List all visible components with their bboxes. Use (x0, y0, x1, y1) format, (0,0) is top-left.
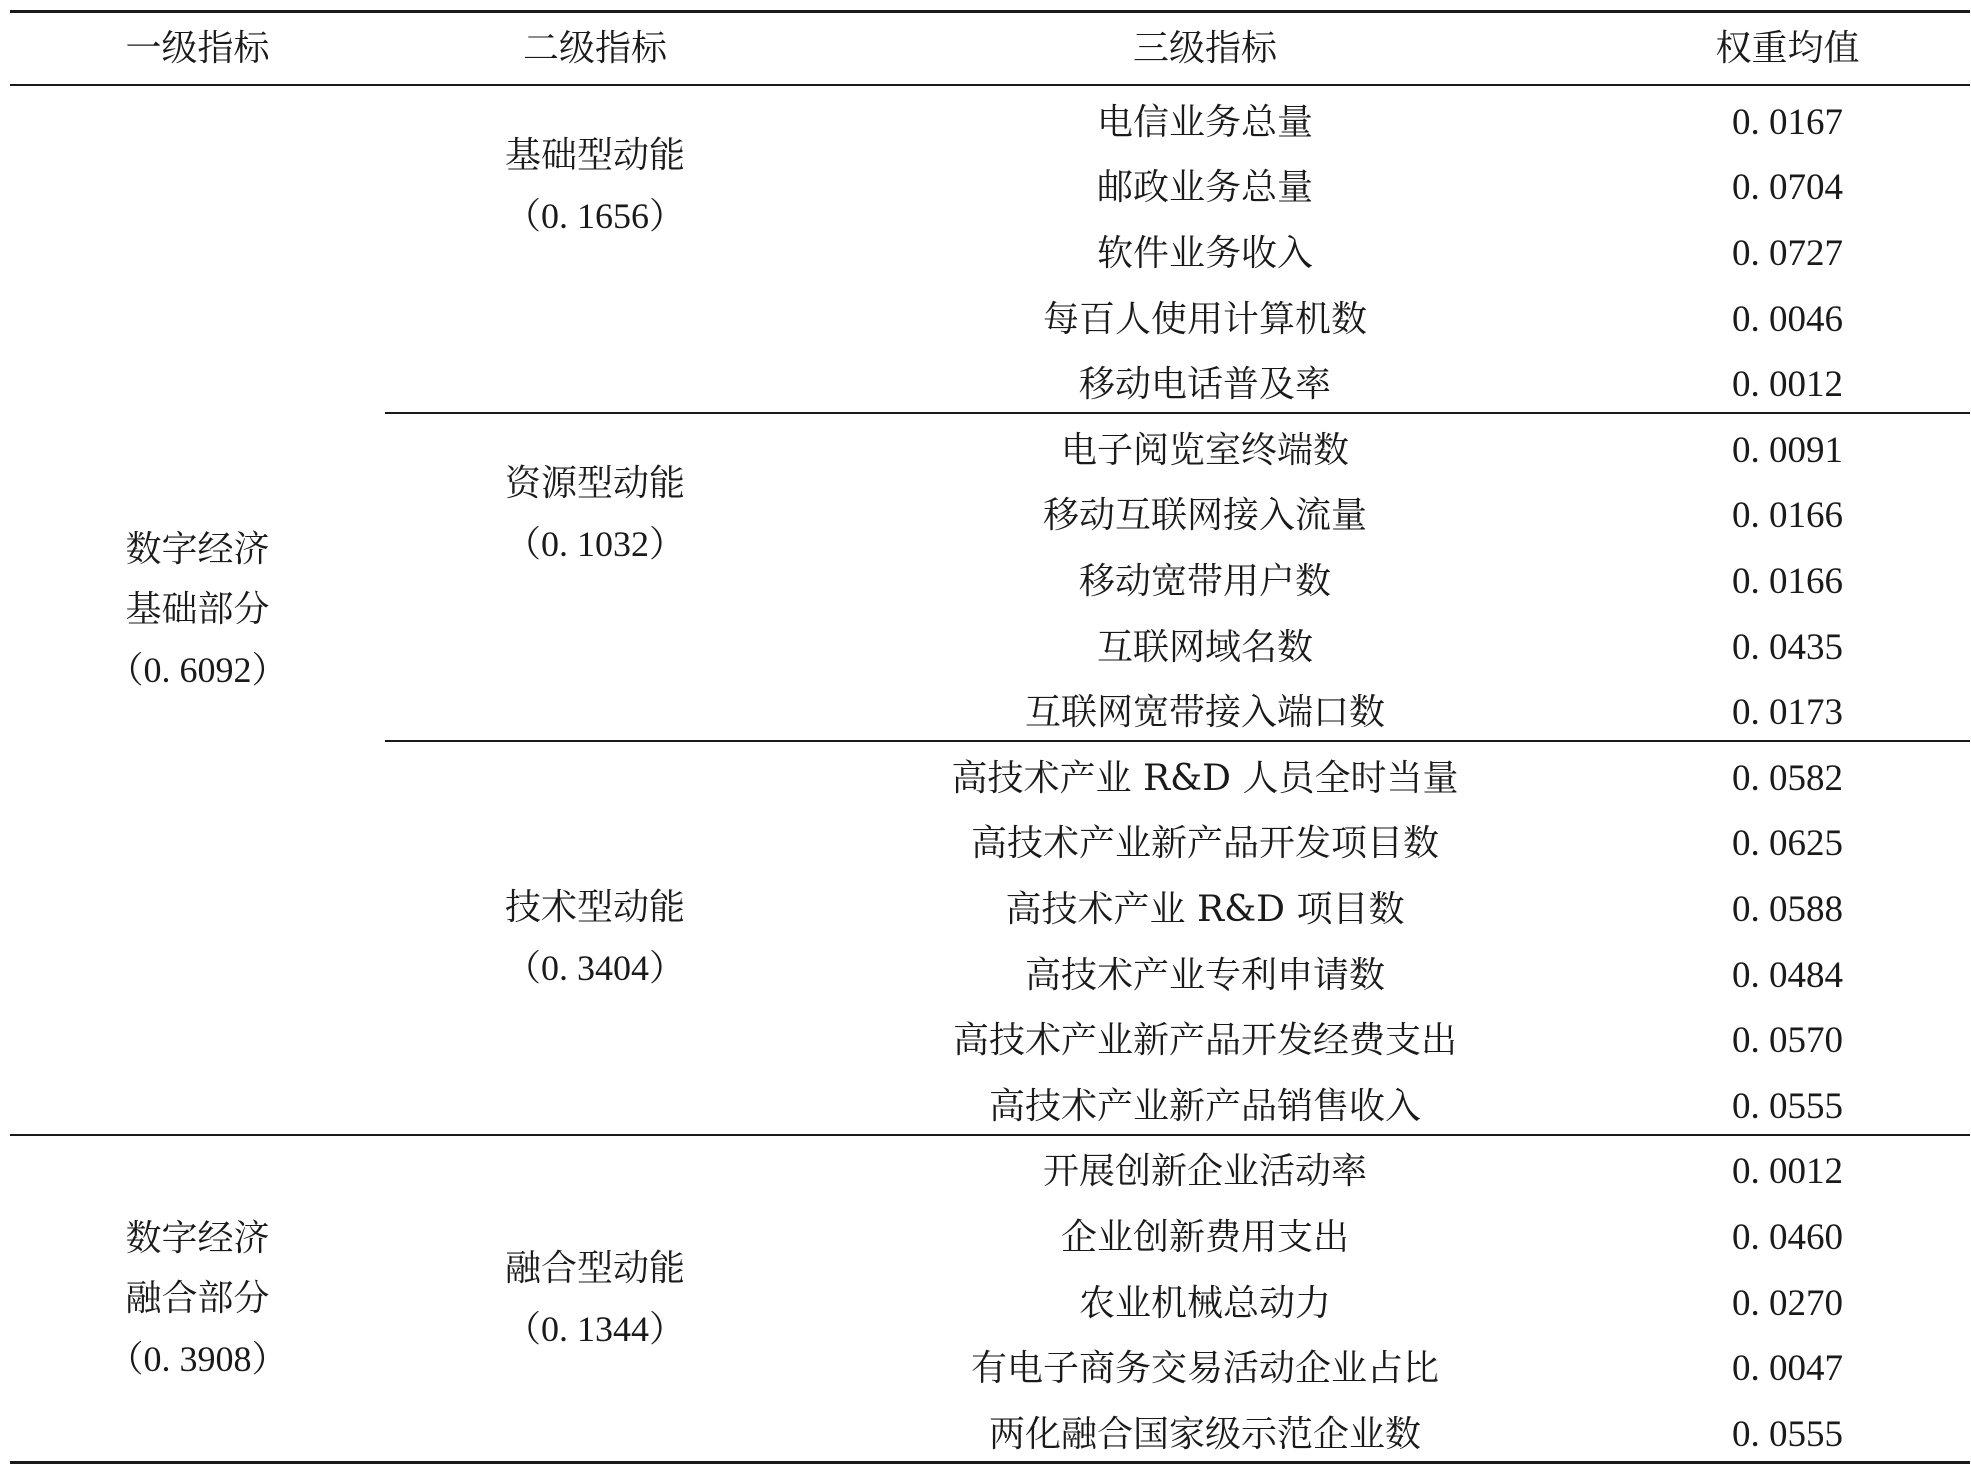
weight-cell: 0. 0166 (1732, 560, 1843, 602)
weight-cell: 0. 0435 (1732, 626, 1843, 668)
weight-cell: 0. 0727 (1732, 232, 1843, 274)
weight-cell: 0. 0555 (1732, 1413, 1843, 1455)
indicator-cell: 农业机械总动力 (1078, 1282, 1331, 1324)
level1-basic-line2: 基础部分 (125, 589, 270, 630)
weight-cell: 0. 0704 (1732, 167, 1843, 209)
top-rule (10, 10, 1970, 13)
header-level3: 三级指标 (1132, 28, 1277, 69)
indicator-cell: 开展创新企业活动率 (1042, 1151, 1367, 1193)
level1-fusion-line2: 融合部分 (125, 1277, 270, 1319)
weight-cell: 0. 0091 (1732, 429, 1843, 471)
header-weight: 权重均值 (1715, 28, 1860, 69)
weight-cell: 0. 0012 (1732, 364, 1843, 406)
level2-fusion-weight: （0. 1344） (504, 1308, 685, 1349)
indicator-cell: 互联网宽带接入端口数 (1024, 692, 1385, 734)
weight-cell: 0. 0173 (1732, 692, 1843, 734)
level2-cell-resource-momentum (385, 414, 805, 614)
level1-cell-basic (10, 86, 385, 1134)
level2-technology-weight: （0. 3404） (504, 948, 685, 988)
indicator-cell: 移动宽带用户数 (1078, 560, 1331, 602)
indicator-cell: 高技术产业新产品开发项目数 (970, 823, 1439, 865)
level2-fusion-name: 融合型动能 (504, 1247, 685, 1289)
weight-cell: 0. 0570 (1732, 1020, 1843, 1062)
indicator-weight-table (10, 10, 1970, 1465)
indicator-cell: 移动互联网接入流量 (1042, 495, 1367, 537)
level2-technology-name: 技术型动能 (504, 887, 685, 928)
header-level2: 二级指标 (522, 28, 667, 69)
weight-cell: 0. 0484 (1732, 954, 1843, 996)
weight-cell: 0. 0046 (1732, 298, 1843, 340)
indicator-cell: 移动电话普及率 (1078, 364, 1331, 406)
weight-cell: 0. 0460 (1732, 1216, 1843, 1258)
weight-cell: 0. 0588 (1732, 888, 1843, 930)
indicator-cell: 互联网域名数 (1096, 626, 1313, 668)
indicator-cell: 高技术产业专利申请数 (1024, 954, 1385, 996)
level1-fusion-line1: 数字经济 (125, 1217, 270, 1259)
indicator-cell: 高技术产业新产品销售收入 (988, 1085, 1421, 1127)
indicator-cell: 有电子商务交易活动企业占比 (970, 1348, 1439, 1390)
level2-cell-basic-momentum (385, 86, 805, 286)
indicator-cell: 企业创新费用支出 (1060, 1216, 1349, 1258)
weight-cell: 0. 0167 (1732, 101, 1843, 143)
indicator-cell: 高技术产业 R&D 项目数 (1005, 888, 1405, 930)
weight-cell: 0. 0270 (1732, 1282, 1843, 1324)
indicator-cell: 高技术产业新产品开发经费支出 (952, 1020, 1457, 1062)
level2-cell-technology-momentum (385, 742, 805, 1134)
indicator-cell: 两化融合国家级示范企业数 (988, 1413, 1421, 1455)
indicator-cell: 电信业务总量 (1096, 101, 1313, 143)
weight-cell: 0. 0012 (1732, 1151, 1843, 1193)
level2-basic-name: 基础型动能 (504, 135, 685, 176)
indicator-cell: 高技术产业 R&D 人员全时当量 (951, 757, 1459, 799)
level2-resource-weight: （0. 1032） (504, 524, 685, 564)
indicator-cell: 邮政业务总量 (1096, 167, 1313, 209)
indicator-cell: 软件业务收入 (1096, 232, 1313, 274)
weight-cell: 0. 0555 (1732, 1085, 1843, 1127)
weight-cell: 0. 0047 (1732, 1348, 1843, 1390)
weight-cell: 0. 0582 (1732, 757, 1843, 799)
level1-cell-fusion (10, 1136, 385, 1461)
indicator-cell: 电子阅览室终端数 (1060, 429, 1349, 471)
header-level1: 一级指标 (125, 28, 270, 69)
weight-cell: 0. 0166 (1732, 495, 1843, 537)
level1-basic-weight: （0. 6092） (107, 650, 288, 690)
level1-basic-line1: 数字经济 (125, 529, 270, 570)
level2-cell-fusion-momentum (385, 1136, 805, 1461)
level2-resource-name: 资源型动能 (504, 463, 685, 504)
level2-basic-weight: （0. 1656） (504, 196, 685, 236)
indicator-cell: 每百人使用计算机数 (1042, 298, 1367, 340)
level1-fusion-weight: （0. 3908） (107, 1338, 288, 1379)
weight-cell: 0. 0625 (1732, 823, 1843, 865)
